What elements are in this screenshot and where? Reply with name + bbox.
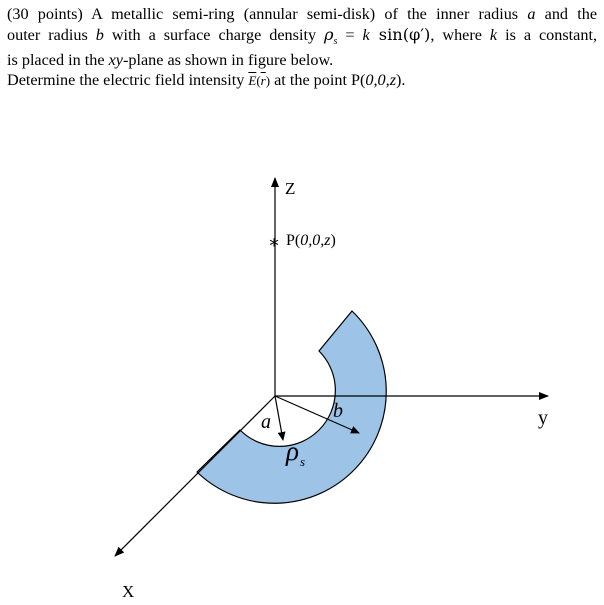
text-segment: at the point P( [270,70,366,89]
xy-variable: xy [108,51,123,70]
y-axis-label: y [538,407,548,429]
point-label-suffix: ) [330,232,336,249]
text-segment: ). [396,70,406,89]
sine-expression: sin(φ′) [369,24,431,44]
text-segment: and the [535,5,597,23]
rho-subscript: s [333,35,338,47]
r-vector-symbol: $\overline{r}$ [260,72,266,88]
text-segment: , where [430,25,490,44]
e-field-symbol: $\overline{E}$ [248,72,257,88]
text-segment: Determine the electric field intensity [7,70,249,89]
equals-sign: = [337,25,363,44]
inner-radius-variable: a [527,5,536,23]
point-label-coords: 0,0,z [300,232,331,249]
point-p-label [286,232,336,249]
text-segment: -plane as shown in figure below. [122,51,334,70]
text-segment: outer radius [7,25,96,44]
outer-radius-variable: b [95,25,104,44]
semi-ring-shape [197,311,386,503]
rho-symbol: ρ [324,24,334,44]
inner-radius-label: a [261,411,271,433]
text-segment: is placed in the [7,51,109,70]
text-segment: (30 points) A metallic semi-ring (annular semi-disk) of the inner radius [7,5,528,23]
x-axis-label: X [122,582,135,601]
point-label-prefix: P( [286,232,301,249]
point-p-marker: ∗ [268,232,281,252]
rho-sub: s [299,454,306,469]
problem-line-4: Determine the electric field intensity $\overline{E}(\overline{r})$ at the point P(0,0,z). [7,70,406,89]
rho-glyph: ρ [286,436,299,466]
z-axis-label: Z [285,179,296,198]
k-variable: k [362,25,370,44]
text-segment: with a surface charge density [103,25,325,44]
outer-radius-label: b [333,400,343,422]
point-coordinates: 0,0,z [365,70,396,89]
k-variable: k [489,25,498,44]
text-segment: is a constant, [497,25,597,44]
inner-radius-arrow [275,396,283,440]
